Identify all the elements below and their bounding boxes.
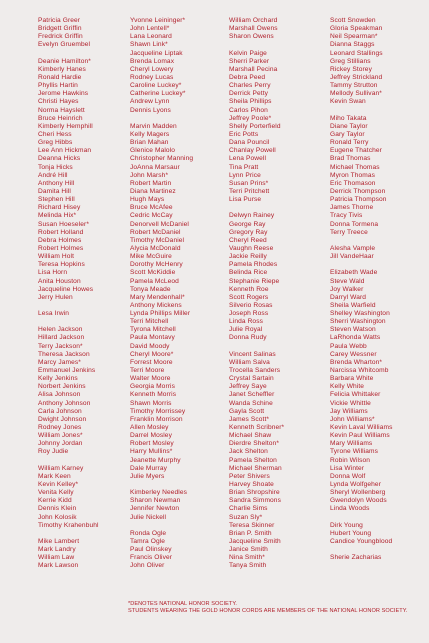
section-spacer	[38, 50, 99, 58]
student-name: Scott Rogers	[229, 293, 269, 301]
footnote-honor-society: *DENOTES NATIONAL HONOR SOCIETY.	[128, 601, 238, 607]
student-name: Hugh Mays	[130, 196, 165, 204]
student-name: Diane Taylor	[330, 122, 368, 130]
student-name: Jacqueline Liptak	[130, 49, 183, 57]
student-name: Cheryl Lowery	[130, 65, 174, 73]
student-name: Damita Hill	[38, 187, 71, 195]
student-name: Jerry Hulen	[38, 293, 73, 301]
student-name: André Hill	[38, 171, 68, 179]
section-spacer	[229, 41, 284, 49]
name-column-2	[130, 17, 193, 571]
student-name: Janice Smith	[229, 546, 268, 554]
student-name: William Orchard	[229, 17, 278, 24]
student-name: Eric Potts	[229, 130, 259, 138]
student-name: Norma Hayslett	[38, 106, 85, 114]
student-name: Delwyn Rainey	[229, 212, 275, 220]
student-name: Melinda Hix*	[38, 212, 77, 220]
section-spacer	[38, 457, 99, 465]
student-name: William Karney	[38, 464, 84, 472]
student-name: Marvin Madden	[130, 122, 177, 130]
student-name: Linda Woods	[330, 505, 370, 513]
student-name: Gwendolyn Woods	[330, 497, 387, 505]
student-name: Kevin Kelley*	[38, 481, 79, 489]
student-name: Kelly Magers	[130, 130, 170, 138]
student-name: Susan Hoeseler*	[38, 220, 89, 228]
student-name: Mike Lambert	[38, 538, 80, 545]
student-name: Cheryl Reed	[229, 236, 267, 244]
student-name: Jack Shelton	[229, 448, 268, 456]
student-name: Glenice Malolo	[130, 147, 176, 155]
student-name: Crystal Sartain	[229, 375, 274, 383]
student-name: Caroline Luckey*	[130, 82, 182, 90]
student-name: William Holt	[38, 253, 75, 261]
student-name: Jacqueline Smith	[229, 538, 281, 545]
student-name: Richard Hisey	[38, 204, 81, 212]
section-spacer	[229, 204, 284, 212]
student-name: Brian Mahan	[130, 139, 169, 147]
student-name: William Jones*	[38, 432, 83, 440]
student-name: Felicia Whittaker	[330, 391, 381, 399]
student-name: Darryl Ward	[330, 293, 367, 301]
student-name: Derrick Thompson	[330, 187, 386, 195]
student-name: Jerome Hawkins	[38, 90, 89, 98]
student-name: Kelvin Paige	[229, 49, 267, 57]
student-name: Deanna Hicks	[38, 155, 81, 163]
student-name: Shelley Washington	[330, 310, 390, 318]
student-name: Terri Moore	[130, 367, 165, 375]
student-name: Robin Wilson	[330, 456, 371, 464]
student-name: Kerrie Kidd	[38, 497, 72, 505]
student-name: Lynn Price	[229, 171, 261, 179]
student-name: Sandra Simmons	[229, 497, 281, 505]
section-spacer	[330, 261, 392, 269]
student-name: Julie Nickell	[130, 513, 167, 521]
student-name: Chanlay Powell	[229, 147, 276, 155]
student-name: Jay Williams	[330, 407, 368, 415]
student-name: Bridgett Griffin	[38, 25, 82, 33]
student-name: Janet Scheffler	[229, 391, 275, 399]
student-name: Dirk Young	[330, 521, 363, 529]
student-name: Bruce McAfee	[130, 204, 173, 212]
student-name: Joy Walker	[330, 285, 364, 293]
name-column-1	[38, 17, 99, 571]
student-name: Pamela Rhodes	[229, 261, 278, 269]
student-name: Forrest Moore	[130, 358, 173, 366]
student-name: Pamela McLeod	[130, 277, 179, 285]
student-name: Barbara White	[330, 375, 374, 383]
student-name: Terry Jackson*	[38, 342, 83, 350]
student-name: Theresa Jackson	[38, 350, 90, 358]
student-name: Denorvell McDaniel	[130, 220, 189, 228]
student-name: Robert McDaniel	[130, 228, 181, 236]
student-name: Rickey Storey	[330, 65, 372, 73]
student-name: Greg Hibbs	[38, 139, 73, 147]
student-name: Donna Rudy	[229, 334, 267, 342]
student-name: Michael Sherman	[229, 464, 282, 472]
section-spacer	[130, 481, 193, 489]
student-name: Dennis Klein	[38, 505, 77, 513]
student-name: Tyrone Williams	[330, 448, 379, 456]
student-name: Lisa Winter	[330, 464, 365, 472]
student-name: Phyllis Hartin	[38, 82, 78, 90]
student-name: Mellody Sullivan*	[330, 90, 382, 98]
student-name: Anthony Hill	[38, 179, 75, 187]
student-name: Dwight Johnson	[38, 415, 87, 423]
student-name: Sharon Newman	[130, 497, 181, 505]
student-name: Marshall Owens	[229, 25, 278, 33]
student-name: Norbert Jenkins	[38, 383, 86, 391]
student-name: Alycia McDonald	[130, 244, 181, 252]
student-name: Jacqueline Howes	[38, 285, 94, 293]
student-name: Robert Holland	[38, 228, 84, 236]
student-name: Myron Thomas	[330, 171, 376, 179]
section-spacer	[38, 530, 99, 538]
student-name: William Law	[38, 554, 75, 562]
student-name: Jennifer Newton	[130, 505, 180, 513]
student-name: Robert Holmes	[38, 244, 84, 252]
student-name: Terri Pritchett	[229, 187, 270, 195]
student-name: Rodney Lucas	[130, 73, 174, 81]
student-name: Eric Thomason	[330, 179, 376, 187]
student-name: Suzan Sly*	[229, 513, 263, 521]
student-name: Kimberly Hemphill	[38, 122, 93, 130]
student-name: Franklin Morrison	[130, 415, 183, 423]
student-name: Walter Moore	[130, 375, 171, 383]
student-name: Timothy Morrissey	[130, 407, 186, 415]
student-name: Donna Tormena	[330, 220, 379, 228]
student-name: Lisa Horn	[38, 269, 68, 277]
student-name: Brad Thomas	[330, 155, 371, 163]
student-name: Diana Martinez	[130, 187, 176, 195]
student-name: Jeffrey Strickland	[330, 73, 383, 81]
student-name: Tonja Hicks	[38, 163, 73, 171]
student-name: Tamra Ogle	[130, 538, 166, 545]
student-name: Roy Judie	[38, 448, 69, 456]
student-name: John Kolosik	[38, 513, 77, 521]
student-name: Georgia Morris	[130, 383, 176, 391]
student-name: Fredrick Griffin	[38, 33, 83, 41]
student-name: Steve Wald	[330, 277, 365, 285]
student-name: Vincent Salinas	[229, 350, 276, 358]
section-spacer	[130, 115, 193, 123]
student-name: Allen Mosley	[130, 424, 169, 432]
student-name: Carey Wessner	[330, 350, 377, 358]
student-name: Paula Webb	[330, 342, 367, 350]
student-name: Derrick Petty	[229, 90, 269, 98]
student-name: Shawn Link*	[130, 41, 168, 49]
student-name: Leonard Stallings	[330, 49, 383, 57]
student-name: Terri Mitchell	[130, 318, 169, 326]
student-name: Stephen Hill	[38, 196, 75, 204]
student-name: Alisa Johnson	[38, 391, 81, 399]
student-name: Linda Ross	[229, 318, 263, 326]
student-name: Vickie Whittle	[330, 399, 371, 407]
student-name: Vaughn Reese	[229, 244, 274, 252]
student-name: Yvonne Leininger*	[130, 17, 186, 24]
student-name: Timothy Krahenbuhl	[38, 521, 99, 529]
section-spacer	[130, 522, 193, 530]
student-name: Carlos Pihon	[229, 106, 268, 114]
student-name: Anita Houston	[38, 277, 81, 285]
student-name: Debra Peed	[229, 73, 266, 81]
student-name: Paula Montavy	[130, 334, 175, 342]
student-name: Lesa Irwin	[38, 310, 70, 318]
student-name: Gloria Speakman	[330, 25, 383, 33]
student-name: Emmanuel Jenkins	[38, 367, 96, 375]
student-name: James Thorne	[330, 204, 374, 212]
student-name: Pamela Shelton	[229, 456, 277, 464]
student-name: Gayla Scott	[229, 407, 265, 415]
student-name: Dorothy McHenry	[130, 261, 183, 269]
student-name: Cheri Hess	[38, 130, 72, 138]
student-name: Robert Mosley	[130, 440, 174, 448]
student-name: Alesha Vample	[330, 244, 376, 252]
student-name: Neil Spearman*	[330, 33, 378, 41]
section-spacer	[229, 343, 284, 351]
student-name: David Moody	[130, 342, 170, 350]
student-name: Patricia Greer	[38, 17, 81, 24]
student-name: Dale Murray	[130, 464, 168, 472]
student-name: Sherie Zacharias	[330, 554, 382, 562]
student-name: Harvey Shoate	[229, 481, 274, 489]
student-name: Tracy Tivis	[330, 212, 363, 220]
student-name: Mike McGuire	[130, 253, 172, 261]
student-name: Kelly Jenkins	[38, 375, 78, 383]
student-name: Belinda Rice	[229, 269, 268, 277]
name-column-4	[330, 17, 392, 562]
student-name: Kimberley Needles	[130, 489, 188, 497]
student-name: George Ray	[229, 220, 266, 228]
student-name: Steven Watson	[330, 326, 376, 334]
student-name: Julie Royal	[229, 326, 263, 334]
student-name: Kevin Paul Williams	[330, 432, 390, 440]
student-name: Silverio Rosas	[229, 301, 273, 309]
student-name: Carla Johnson	[38, 407, 82, 415]
student-name: Evelyn Gruembel	[38, 41, 91, 49]
student-name: Dana Pouncil	[229, 139, 270, 147]
student-name: Eugene Thatcher	[330, 147, 382, 155]
student-name: Lana Leonard	[130, 33, 172, 41]
student-name: Jill VandeHaar	[330, 253, 374, 261]
student-name: Terry Treece	[330, 228, 368, 236]
student-name: Shelly Porterfield	[229, 122, 281, 130]
student-name: James Scott*	[229, 415, 270, 423]
student-name: Mark Keen	[38, 472, 71, 480]
student-name: Ronda Ogle	[130, 529, 167, 537]
student-name: Kenneth Morris	[130, 391, 177, 399]
student-name: Cedric McCay	[130, 212, 173, 220]
student-name: Kevin Swan	[330, 98, 366, 106]
student-name: Peter Shivers	[229, 472, 270, 480]
student-name: Michael Thomas	[330, 163, 380, 171]
student-name: Gary Taylor	[330, 130, 365, 138]
student-name: Tyrona Mitchell	[130, 326, 176, 334]
student-name: Scott McKiddie	[130, 269, 176, 277]
student-name: Candice Youngblood	[330, 538, 393, 545]
student-name: John Oliver	[130, 562, 165, 570]
student-name: Dianna Staggs	[330, 41, 375, 49]
student-name: Francis Oliver	[130, 554, 173, 562]
student-name: Jeffrey Poole*	[229, 114, 272, 122]
student-name: Charlie Sims	[229, 505, 268, 513]
student-name: Helen Jackson	[38, 326, 83, 334]
student-name: LaRhonda Watts	[330, 334, 381, 342]
student-name: Dennis Lyons	[130, 106, 171, 114]
student-name: Narcissa Whitcomb	[330, 367, 389, 375]
student-name: Dierdre Shelton*	[229, 440, 279, 448]
student-name: Hillard Jackson	[38, 334, 85, 342]
student-name: Jeffrey Saye	[229, 383, 267, 391]
student-name: Venita Kelly	[38, 489, 74, 497]
student-name: Patricia Thompson	[330, 196, 387, 204]
student-name: Debra Holmes	[38, 236, 82, 244]
section-spacer	[330, 514, 392, 522]
student-name: Jeanette Murphy	[130, 456, 181, 464]
student-name: Julie Myers	[130, 472, 165, 480]
student-name: Kenneth Roe	[229, 285, 269, 293]
student-name: Brian Shropshire	[229, 489, 280, 497]
student-name: Kevin Laval Williams	[330, 424, 393, 432]
student-name: Kenneth Scribner*	[229, 424, 285, 432]
student-name: Teresa Hopkins	[38, 261, 85, 269]
student-name: Greg Stillians	[330, 57, 371, 65]
student-name: Cheryl Moore*	[130, 350, 174, 358]
student-name: Timothy McDaniel	[130, 236, 185, 244]
student-name: Sherri Parker	[229, 57, 270, 65]
student-name: Tonya Meade	[130, 285, 171, 293]
student-name: Stephanie Riepe	[229, 277, 280, 285]
student-name: Andrew Lynn	[130, 98, 170, 106]
student-name: Nina Smith*	[229, 554, 265, 562]
student-name: Rodney Jones	[38, 424, 82, 432]
student-name: Sheila Phillips	[229, 98, 272, 106]
name-column-3	[229, 17, 284, 571]
student-name: Harry Mullins*	[130, 448, 173, 456]
student-name: Sharon Owens	[229, 33, 274, 41]
student-name: Christi Hayes	[38, 98, 79, 106]
student-name: Lisa Purse	[229, 196, 262, 204]
student-name: Robert Martin	[130, 179, 172, 187]
student-name: Johnny Jordan	[38, 440, 83, 448]
student-name: John Williams*	[330, 415, 375, 423]
student-name: Ronald Hardie	[38, 73, 82, 81]
student-name: Anthony Johnson	[38, 399, 91, 407]
section-spacer	[38, 318, 99, 326]
student-name: Kelly White	[330, 383, 365, 391]
student-name: Tammy Strutton	[330, 82, 378, 90]
student-name: Darrel Mosley	[130, 432, 172, 440]
student-name: Marshall Pecina	[229, 65, 278, 73]
student-name: Tanya Smith	[229, 562, 267, 570]
student-name: Shawn Morris	[130, 399, 172, 407]
student-name: Teresa Skinner	[229, 521, 275, 529]
student-name: Wanda Schine	[229, 399, 273, 407]
student-name: John Marsh*	[130, 171, 169, 179]
footnote-honor-cords: STUDENTS WEARING THE GOLD HONOR CORDS ARE MEMBERS OF THE NATIONAL HONOR SOCIETY.	[128, 608, 408, 614]
student-name: Miho Takata	[330, 114, 367, 122]
student-name: Susan Prins*	[229, 179, 269, 187]
student-name: Elizabeth Wade	[330, 269, 378, 277]
student-name: Lynda Phillips Miller	[130, 310, 191, 318]
student-name: Mary Mendenhall*	[130, 293, 185, 301]
student-name: Catherine Luckey*	[130, 90, 186, 98]
student-name: Kimberly Hanes	[38, 65, 86, 73]
student-name: Christopher Manning	[130, 155, 194, 163]
student-name: Scott Snowden	[330, 17, 376, 24]
student-name: Joseph Ross	[229, 310, 269, 318]
student-name: Mary Williams	[330, 440, 373, 448]
student-name: Mark Landry	[38, 546, 76, 554]
student-name: Michael Shaw	[229, 432, 272, 440]
student-name: Marcy James*	[38, 358, 81, 366]
student-name: Charles Perry	[229, 82, 271, 90]
student-name: Ronald Terry	[330, 139, 369, 147]
section-spacer	[330, 237, 392, 245]
student-name: Brenda Wharton*	[330, 358, 383, 366]
student-name: Donna Wolf	[330, 472, 366, 480]
student-name: Sherri Washington	[330, 318, 386, 326]
student-name: Bruce Heinrich	[38, 114, 83, 122]
student-name: Jackie Reilly	[229, 253, 267, 261]
student-name: Brenda Lomax	[130, 57, 175, 65]
student-name: Tina Pratt	[229, 163, 259, 171]
student-name: Paul Olinskey	[130, 546, 172, 554]
student-name: Lena Powell	[229, 155, 267, 163]
student-name: Lee Ann Hickman	[38, 147, 92, 155]
student-name: Lynda Wolfgeher	[330, 481, 381, 489]
student-name: Mark Lawson	[38, 562, 79, 570]
student-name: William Salva	[229, 358, 270, 366]
student-name: Anthony Mickens	[130, 301, 182, 309]
student-name: Deanie Hamilton*	[38, 57, 91, 65]
student-name: JoAnna Marsaur	[130, 163, 180, 171]
section-spacer	[38, 302, 99, 310]
section-spacer	[330, 107, 392, 115]
student-name: Sheila Warfield	[330, 301, 376, 309]
student-name: Trocella Sanders	[229, 367, 281, 375]
section-spacer	[330, 546, 392, 554]
student-name: Gregory Ray	[229, 228, 268, 236]
student-name: Brian P. Smith	[229, 529, 272, 537]
student-name: Hubert Young	[330, 529, 372, 537]
student-name: Sheryl Wollenberg	[330, 489, 386, 497]
student-name: John Lentell*	[130, 25, 170, 33]
